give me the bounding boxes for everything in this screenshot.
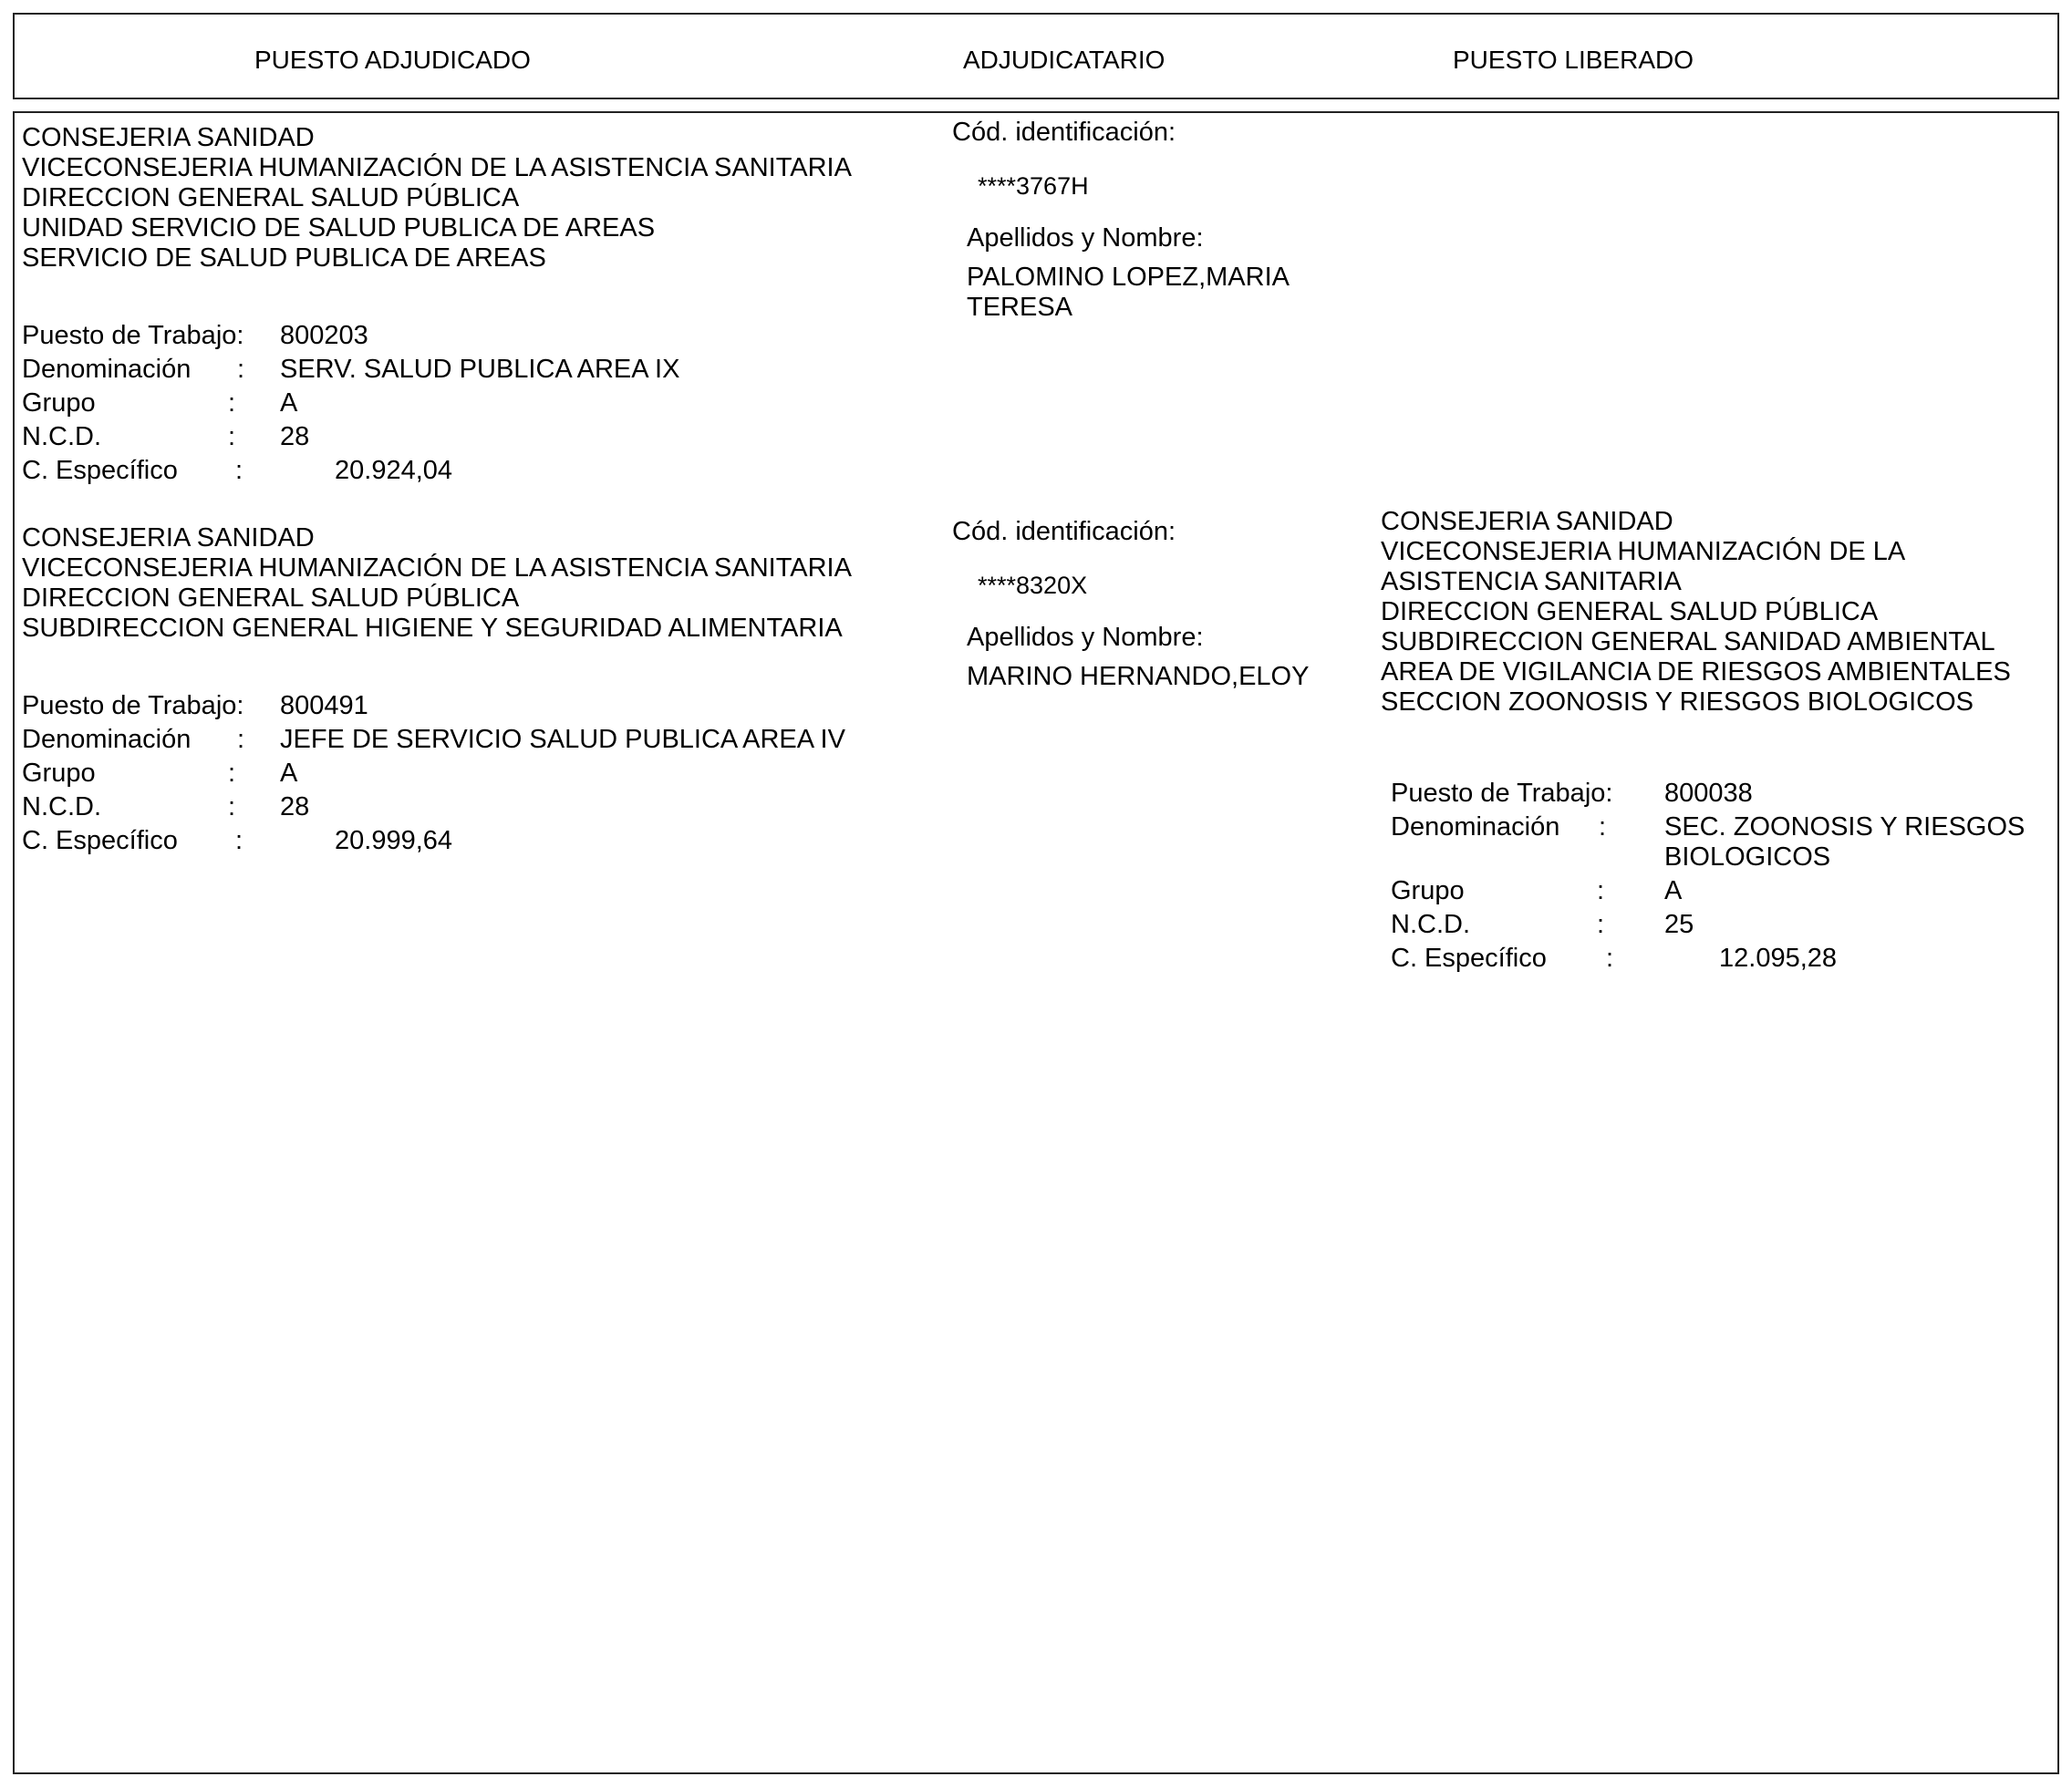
org-line: DIRECCION GENERAL SALUD PÚBLICA <box>1381 597 1879 626</box>
entry-2-nombre <box>967 662 1309 692</box>
field-ncd <box>22 792 934 826</box>
entry-1-fields <box>22 321 934 490</box>
value-grupo: A <box>280 759 298 788</box>
value-especifico: 12.095,28 <box>1719 944 1838 973</box>
value-denominacion: JEFE DE SERVICIO SALUD PUBLICA AREA IV <box>280 725 845 754</box>
label-puesto: Puesto de Trabajo: <box>22 691 244 720</box>
value-especifico: 20.924,04 <box>335 456 453 485</box>
label-denominacion: Denominación <box>1391 812 1560 842</box>
label-grupo: Grupo <box>1391 876 1465 905</box>
org-line: ASISTENCIA SANITARIA <box>1381 567 1682 596</box>
field-ncd <box>1391 910 2047 944</box>
field-especifico <box>22 456 934 490</box>
org-line: SECCION ZOONOSIS Y RIESGOS BIOLOGICOS <box>1381 687 1974 717</box>
label-ncd: N.C.D. <box>22 792 101 821</box>
field-denominacion <box>1391 812 2047 876</box>
field-puesto <box>1391 779 2047 812</box>
value-denominacion: SERV. SALUD PUBLICA AREA IX <box>280 355 680 384</box>
entry-1-cod-value: ****3767H <box>978 172 1089 200</box>
nombre-line: PALOMINO LOPEZ,MARIA <box>967 263 1290 292</box>
header-adjudicatario: ADJUDICATARIO <box>963 46 1166 74</box>
colon: : <box>1606 944 1614 973</box>
org-line: CONSEJERIA SANIDAD <box>1381 507 1673 536</box>
org-line: VICECONSEJERIA HUMANIZACIÓN DE LA ASISTENCIA SANITARIA <box>22 553 852 583</box>
colon: : <box>228 759 236 788</box>
org-line: VICECONSEJERIA HUMANIZACIÓN DE LA ASISTENCIA SANITARIA <box>22 153 852 182</box>
label-denominacion: Denominación <box>22 355 192 384</box>
entry-2-liberado-fields <box>1391 779 2047 977</box>
org-line: DIRECCION GENERAL SALUD PÚBLICA <box>22 584 520 613</box>
value-ncd: 28 <box>280 792 310 821</box>
label-ncd: N.C.D. <box>22 422 101 451</box>
field-grupo <box>22 759 934 792</box>
field-puesto <box>22 691 934 725</box>
field-denominacion <box>22 355 934 388</box>
colon: : <box>1597 910 1605 939</box>
colon: : <box>228 388 236 418</box>
label-especifico: C. Específico <box>22 826 178 855</box>
field-puesto <box>22 321 934 355</box>
org-line: CONSEJERIA SANIDAD <box>22 123 315 152</box>
value-puesto: 800491 <box>280 691 368 720</box>
entry-2-cod-label: Cód. identificación: <box>952 517 1176 546</box>
org-line: CONSEJERIA SANIDAD <box>22 523 315 553</box>
label-grupo: Grupo <box>22 388 96 418</box>
entry-2-fields <box>22 691 934 860</box>
field-ncd <box>22 422 934 456</box>
nombre-line: MARINO HERNANDO,ELOY <box>967 662 1310 691</box>
body-box <box>13 111 2059 1774</box>
header-puesto-liberado: PUESTO LIBERADO <box>1453 46 1694 74</box>
field-grupo <box>22 388 934 422</box>
value-especifico: 20.999,64 <box>335 826 453 855</box>
field-especifico <box>1391 944 2047 977</box>
field-grupo <box>1391 876 2047 910</box>
colon: : <box>235 826 243 855</box>
org-line: DIRECCION GENERAL SALUD PÚBLICA <box>22 183 520 212</box>
colon: : <box>1599 812 1607 842</box>
field-denominacion <box>22 725 934 759</box>
org-line: SUBDIRECCION GENERAL SANIDAD AMBIENTAL <box>1381 627 1995 656</box>
value-ncd: 25 <box>1664 910 1694 939</box>
org-line: UNIDAD SERVICIO DE SALUD PUBLICA DE AREAS <box>22 213 656 243</box>
value-puesto: 800203 <box>280 321 368 350</box>
colon: : <box>228 792 236 821</box>
colon: : <box>1597 876 1605 905</box>
org-line: AREA DE VIGILANCIA DE RIESGOS AMBIENTALES <box>1381 657 2011 687</box>
entry-1-nombre <box>967 263 1290 323</box>
value-ncd: 28 <box>280 422 310 451</box>
value-denominacion <box>1664 812 2025 873</box>
value-grupo: A <box>280 388 298 418</box>
org-line: VICECONSEJERIA HUMANIZACIÓN DE LA <box>1381 537 1906 566</box>
entry-2-cod-value: ****8320X <box>978 572 1088 599</box>
label-especifico: C. Específico <box>22 456 178 485</box>
colon: : <box>228 422 236 451</box>
colon: : <box>235 456 243 485</box>
label-puesto: Puesto de Trabajo: <box>1391 779 1613 808</box>
denominacion-line: BIOLOGICOS <box>1664 842 1831 872</box>
header-puesto-adjudicado: PUESTO ADJUDICADO <box>254 46 531 74</box>
entry-2-nombre-label: Apellidos y Nombre: <box>967 623 1204 652</box>
entry-2-liberado-org-lines <box>1381 507 2011 718</box>
label-grupo: Grupo <box>22 759 96 788</box>
value-grupo: A <box>1664 876 1683 905</box>
value-puesto: 800038 <box>1664 779 1753 808</box>
org-line: SUBDIRECCION GENERAL HIGIENE Y SEGURIDAD ALIMENTARIA <box>22 614 843 643</box>
header-box <box>13 13 2059 99</box>
label-puesto: Puesto de Trabajo: <box>22 321 244 350</box>
colon: : <box>237 355 245 384</box>
entry-1-nombre-label: Apellidos y Nombre: <box>967 223 1204 253</box>
label-denominacion: Denominación <box>22 725 192 754</box>
colon: : <box>237 725 245 754</box>
label-especifico: C. Específico <box>1391 944 1547 973</box>
denominacion-line: SEC. ZOONOSIS Y RIESGOS <box>1664 812 2025 842</box>
org-line: SERVICIO DE SALUD PUBLICA DE AREAS <box>22 243 546 273</box>
entry-2-org-lines <box>22 523 852 644</box>
entry-1-cod-label: Cód. identificación: <box>952 118 1176 147</box>
field-especifico <box>22 826 934 860</box>
label-ncd: N.C.D. <box>1391 910 1470 939</box>
entry-1-org-lines <box>22 123 852 274</box>
nombre-line: TERESA <box>967 293 1073 322</box>
